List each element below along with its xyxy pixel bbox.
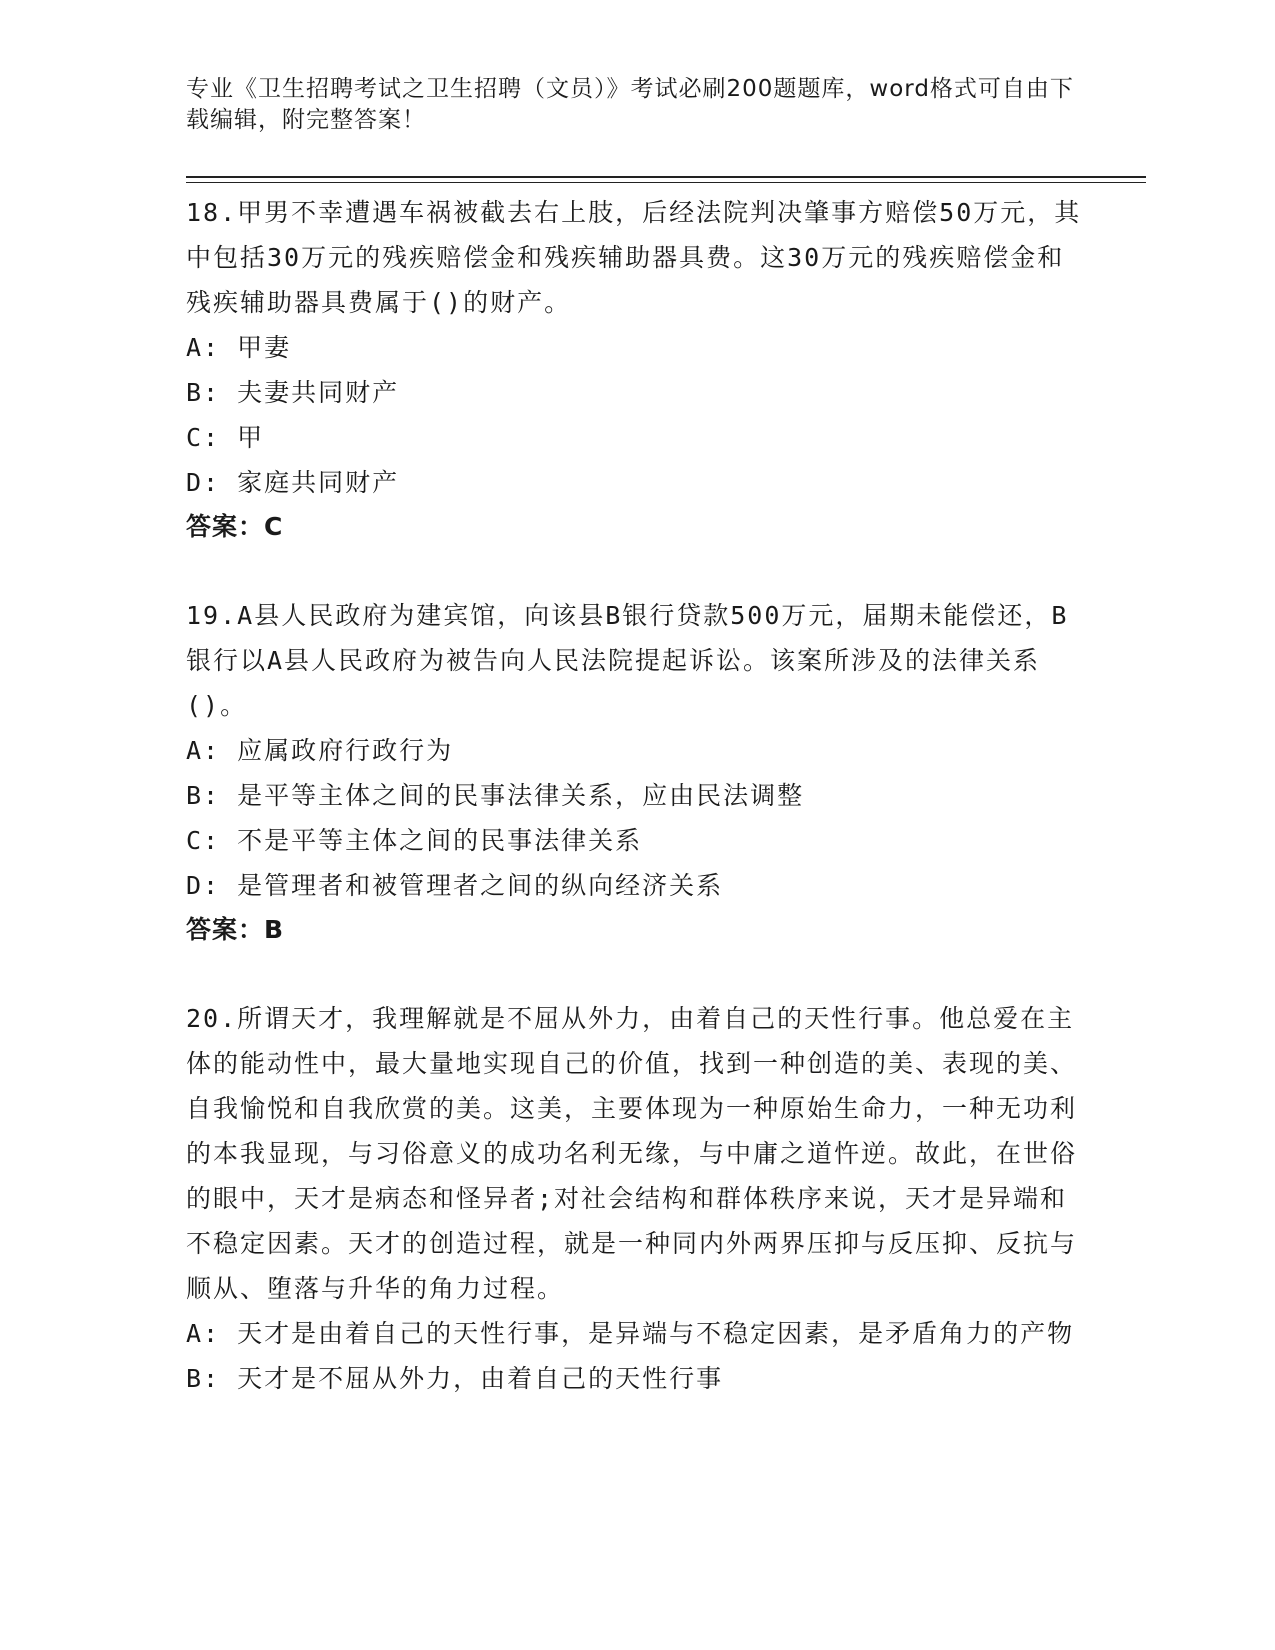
answer-line: 答案：C (186, 512, 284, 541)
option-a: A: 甲妻 (186, 333, 292, 362)
question-20 (186, 996, 1086, 1401)
option-b: B: 夫妻共同财产 (186, 378, 400, 407)
option-c: C: 甲 (186, 423, 265, 452)
option-b: B: 是平等主体之间的民事法律关系，应由民法调整 (186, 781, 805, 810)
question-list (186, 190, 1086, 1445)
question-stem: 20.所谓天才，我理解就是不屈从外力，由着自己的天性行事。他总爱在主体的能动性中，最大量地实现自己的价值，找到一种创造的美、表现的美、自我愉悦和自我欣赏的美。这美，主要体现为一种原始生命力，一种无功利的本我显现，与习俗意义的成功名利无缘，与中庸之道忤逆。故此，在世俗的眼中，天才是病态和怪异者;对社会结构和群体秩序来说，天才是异端和不稳定因素。天才的创造过程，就是一种同内外两界压抑与反压抑、反抗与顺从、堕落与升华的角力过程。 (186, 1004, 1078, 1303)
header-divider-thick (186, 176, 1146, 178)
option-d: D: 家庭共同财产 (186, 468, 400, 497)
question-18 (186, 190, 1086, 549)
option-a: A: 天才是由着自己的天性行事，是异端与不稳定因素，是矛盾角力的产物 (186, 1319, 1075, 1348)
question-19 (186, 593, 1086, 952)
question-stem: 19.A县人民政府为建宾馆，向该县B银行贷款500万元，届期未能偿还，B银行以A县人民政府为被告向人民法院提起诉讼。该案所涉及的法律关系()。 (186, 601, 1069, 720)
option-b: B: 天才是不屈从外力，由着自己的天性行事 (186, 1364, 724, 1393)
option-a: A: 应属政府行政行为 (186, 736, 454, 765)
option-d: D: 是管理者和被管理者之间的纵向经济关系 (186, 871, 724, 900)
option-c: C: 不是平等主体之间的民事法律关系 (186, 826, 643, 855)
header-divider-thin (186, 182, 1146, 183)
answer-line: 答案：B (186, 915, 285, 944)
question-stem: 18.甲男不幸遭遇车祸被截去右上肢，后经法院判决肇事方赔偿50万元，其中包括30万元的残疾赔偿金和残疾辅助器具费。这30万元的残疾赔偿金和残疾辅助器具费属于()的财产。 (186, 198, 1082, 317)
document-header: 专业《卫生招聘考试之卫生招聘（文员）》考试必刷200题题库，word格式可自由下载编辑，附完整答案！ (186, 76, 1074, 133)
